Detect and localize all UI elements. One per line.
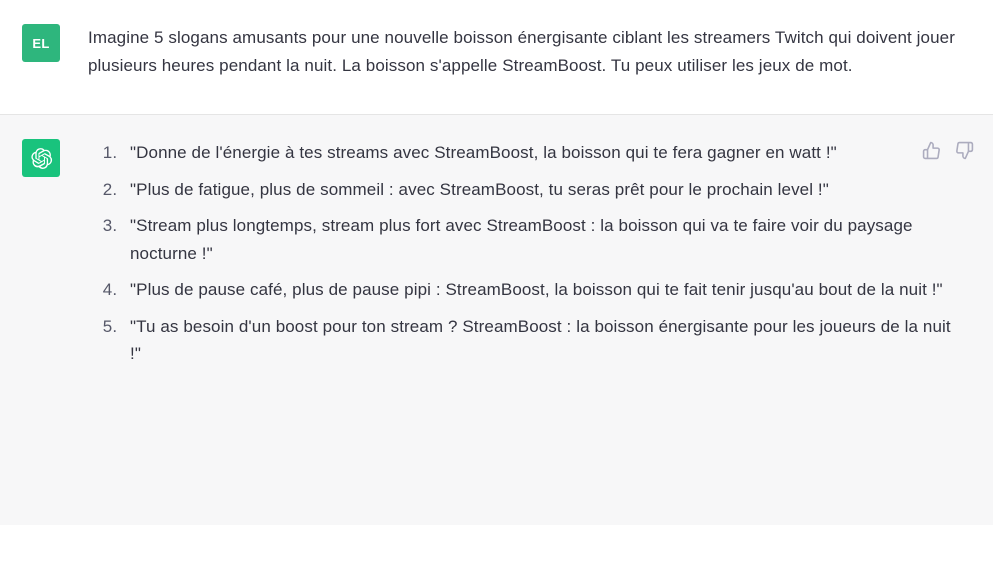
user-message-body <box>60 24 969 90</box>
slogan-list <box>88 139 959 368</box>
message-actions <box>920 139 975 161</box>
assistant-message-body <box>60 139 969 495</box>
thumbs-down-icon[interactable] <box>953 139 975 161</box>
thumbs-up-icon[interactable] <box>920 139 942 161</box>
assistant-message-turn <box>0 115 993 525</box>
avatar-user <box>22 24 60 62</box>
avatar-assistant <box>22 139 60 177</box>
user-message-turn <box>0 0 993 115</box>
list-item: 5. "Tu as besoin d'un boost pour ton stream ? StreamBoost : la boisson énergisante pour les joueurs de la nuit !" <box>122 313 959 368</box>
list-item: 1. "Donne de l'énergie à tes streams avec StreamBoost, la boisson qui te fera gagner en watt !" <box>122 139 959 167</box>
user-message-text: Imagine 5 slogans amusants pour une nouvelle boisson énergisante ciblant les streamers Twitch qui doivent jouer plusieurs heures pendant la nuit. La boisson s'appelle StreamBoost. Tu peux utiliser les jeux de mot. <box>88 28 955 75</box>
list-item: 3. "Stream plus longtemps, stream plus fort avec StreamBoost : la boisson qui va te faire voir du paysage nocturne !" <box>122 212 959 267</box>
avatar-initials: EL <box>32 35 50 51</box>
openai-logo-icon <box>30 147 53 170</box>
list-item: 4. "Plus de pause café, plus de pause pipi : StreamBoost, la boisson qui te fait tenir jusqu'au bout de la nuit !" <box>122 276 959 304</box>
list-item: 2. "Plus de fatigue, plus de sommeil : avec StreamBoost, tu seras prêt pour le prochain level !" <box>122 176 959 204</box>
